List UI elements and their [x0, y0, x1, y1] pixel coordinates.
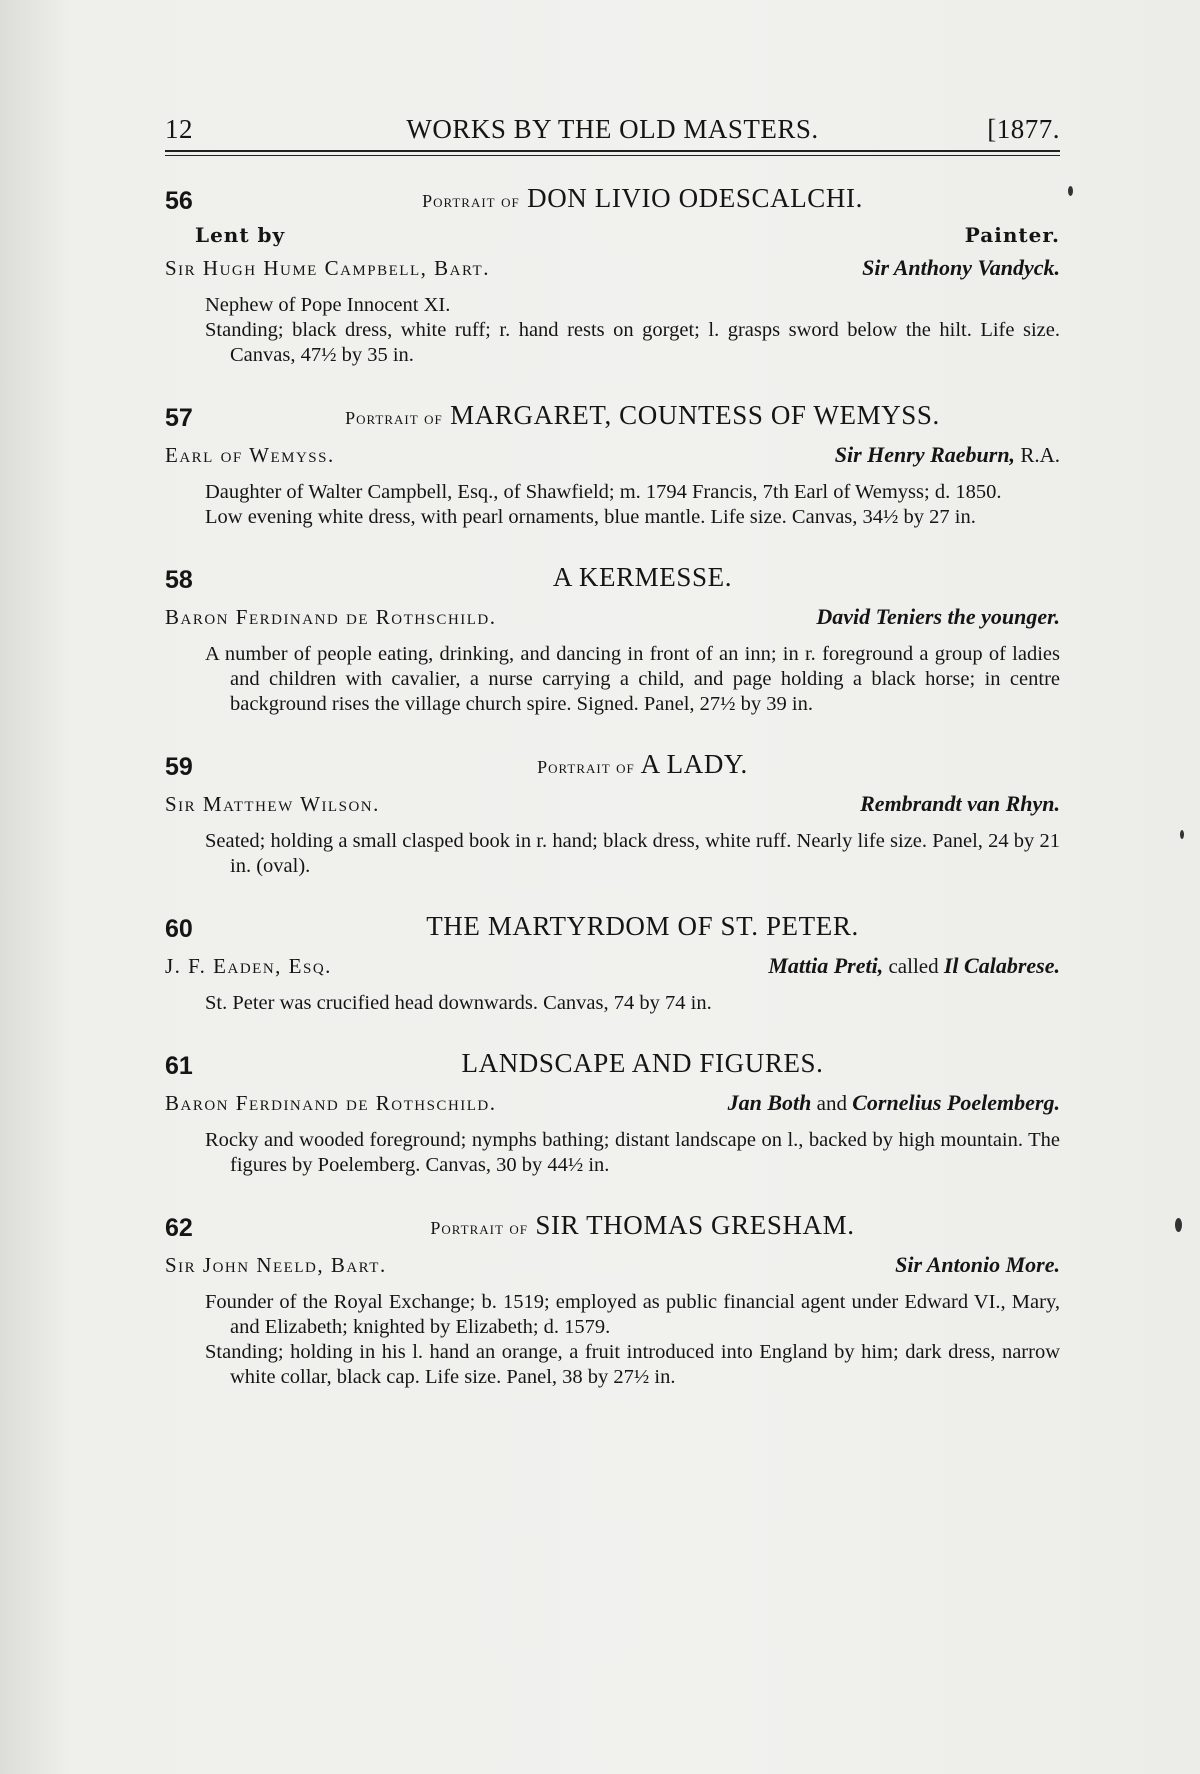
- entry-title: [165, 749, 1060, 780]
- catalogue-entry: [165, 1048, 1060, 1178]
- description-line: Nephew of Pope Innocent XI.: [205, 294, 451, 316]
- title-prefix: Portrait of: [537, 757, 635, 777]
- description-line: Low evening white dress, with pearl ornaments, blue mantle. Life size. Canvas, 34½ by 27 in.: [205, 506, 976, 528]
- paper-speck: [1175, 1218, 1182, 1232]
- title-text: DON LIVIO ODESCALCHI.: [527, 183, 863, 213]
- catalogue-entry: [165, 749, 1060, 879]
- painter-connector: called: [888, 954, 939, 978]
- description-line: Rocky and wooded foreground; nymphs bathing; distant landscape on l., backed by high mountain. The figures by Poelemberg. Canvas, 30 by 44½ in.: [205, 1129, 1060, 1176]
- title-text: THE MARTYRDOM OF ST. PETER.: [426, 911, 859, 941]
- entry-title: [165, 1048, 1060, 1079]
- description-line: A number of people eating, drinking, and dancing in front of an inn; in r. foreground a group of ladies and children with cavalier, a nurse carrying a child, and page holding a black horse; in centre background rises the village church spire. Signed. Panel, 27½ by 39 in.: [205, 643, 1060, 715]
- title-text: LANDSCAPE AND FIGURES.: [461, 1048, 824, 1078]
- catalogue-entries: [165, 183, 1060, 1390]
- painter-name: Jan Both: [727, 1090, 812, 1115]
- lender-name: J. F. Eaden, Esq.: [165, 954, 332, 978]
- description-line: St. Peter was crucified head downwards. Canvas, 74 by 74 in.: [205, 992, 712, 1014]
- title-text: MARGARET, COUNTESS OF WEMYSS.: [450, 400, 940, 430]
- running-header: [165, 100, 1060, 144]
- title-text: A LADY.: [640, 749, 748, 779]
- entry-description: [205, 480, 1060, 530]
- lender-name: Sir John Neeld, Bart.: [165, 1253, 387, 1277]
- painter-name: Rembrandt van Rhyn.: [860, 791, 1060, 816]
- entry-number: 59: [165, 753, 193, 781]
- entry-number: 61: [165, 1052, 193, 1080]
- title-prefix: Portrait of: [430, 1218, 529, 1238]
- description-line: Standing; holding in his l. hand an orange, a fruit introduced into England by him; dark dress, narrow white collar, black cap. Life size. Panel, 38 by 27½ in.: [205, 1341, 1060, 1388]
- painter-name: Mattia Preti,: [768, 953, 884, 978]
- title-text: SIR THOMAS GRESHAM.: [535, 1210, 855, 1240]
- entry-description: [205, 1290, 1060, 1390]
- entry-description: [205, 293, 1060, 368]
- paper-speck: [1068, 186, 1073, 196]
- painter-name: David Teniers the younger.: [816, 604, 1060, 629]
- description-line: Seated; holding a small clasped book in r. hand; black dress, white ruff. Nearly life size. Panel, 24 by 21 in. (oval).: [205, 830, 1060, 877]
- painter-column-head: Painter.: [964, 223, 1060, 247]
- entry-title: [165, 562, 1060, 593]
- entry-number: 56: [165, 187, 193, 215]
- lender-name: Baron Ferdinand de Rothschild.: [165, 605, 497, 629]
- entry-number: 57: [165, 404, 193, 432]
- title-prefix: Portrait of: [422, 191, 520, 211]
- entry-title: [165, 1210, 1060, 1241]
- painter-connector: and: [816, 1091, 847, 1115]
- painter-suffix: R.A.: [1020, 443, 1060, 467]
- entry-number: 58: [165, 566, 193, 594]
- title-prefix: Portrait of: [345, 408, 443, 428]
- entry-title: [165, 911, 1060, 942]
- description-line: Founder of the Royal Exchange; b. 1519; employed as public financial agent under Edward VI., Mary, and Elizabeth; knighted by Elizabeth; d. 1579.: [205, 1291, 1060, 1338]
- second-painter-name: Cornelius Poelemberg.: [852, 1090, 1060, 1115]
- entry-description: [205, 1128, 1060, 1178]
- lender-name: Baron Ferdinand de Rothschild.: [165, 1091, 497, 1115]
- catalogue-entry: [165, 183, 1060, 368]
- entry-number: 60: [165, 915, 193, 943]
- running-title: WORKS BY THE OLD MASTERS.: [406, 114, 819, 144]
- page-number: 12: [165, 114, 193, 144]
- title-text: A KERMESSE.: [552, 562, 733, 592]
- catalogue-entry: [165, 911, 1060, 1016]
- entry-title: [165, 400, 1060, 431]
- entry-description: [205, 829, 1060, 879]
- lender-column-head: Lent by: [195, 223, 286, 247]
- entry-number: 62: [165, 1214, 193, 1242]
- catalogue-entry: [165, 1210, 1060, 1390]
- lender-name: Sir Matthew Wilson.: [165, 792, 380, 816]
- painter-name: Sir Henry Raeburn,: [834, 442, 1016, 467]
- painter-name: Sir Anthony Vandyck.: [862, 255, 1060, 280]
- lender-name: Sir Hugh Hume Campbell, Bart.: [165, 256, 490, 280]
- catalogue-entry: [165, 400, 1060, 530]
- painter-alias: Il Calabrese.: [943, 953, 1060, 978]
- entry-description: [205, 991, 1060, 1016]
- running-year: [1877.: [987, 114, 1060, 144]
- catalogue-entry: [165, 562, 1060, 717]
- entry-description: [205, 642, 1060, 717]
- page-content: [165, 100, 1060, 1390]
- lender-name: Earl of Wemyss.: [165, 443, 335, 467]
- paper-speck: [1180, 830, 1184, 839]
- header-rule: [165, 150, 1060, 156]
- painter-name: Sir Antonio More.: [895, 1252, 1060, 1277]
- entry-title: [165, 183, 1060, 214]
- description-line: Standing; black dress, white ruff; r. hand rests on gorget; l. grasps sword below the hilt. Life size. Canvas, 47½ by 35 in.: [205, 319, 1060, 366]
- description-line: Daughter of Walter Campbell, Esq., of Shawfield; m. 1794 Francis, 7th Earl of Wemyss; d. 1850.: [205, 481, 1002, 503]
